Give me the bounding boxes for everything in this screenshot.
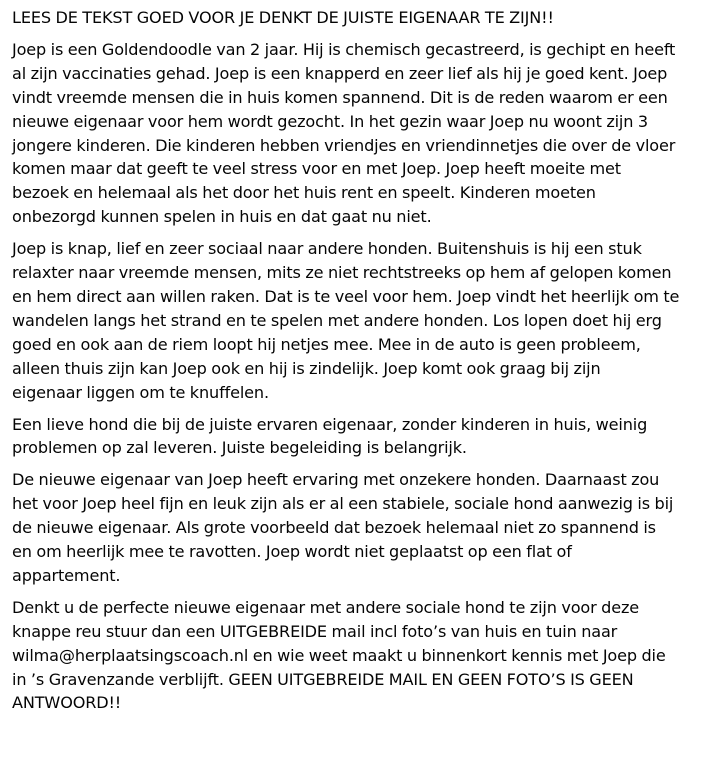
post-paragraph-requirements — [12, 468, 706, 588]
post-heading-paragraph — [12, 6, 706, 30]
post-paragraph-character — [12, 237, 706, 404]
text-line: al zijn vaccinaties gehad. Joep is een knapperd en zeer lief als hij je goed kent. Joep — [12, 63, 668, 83]
text-line: in ’s Gravenzande verblijft. GEEN UITGEBREIDE MAIL EN GEEN FOTO’S IS GEEN — [12, 669, 634, 689]
text-line: Een lieve hond die bij de juiste ervaren eigenaar, zonder kinderen in huis, weinig — [12, 414, 648, 434]
text-line: en om heerlijk mee te ravotten. Joep wordt niet geplaatst op een flat of — [12, 542, 572, 562]
text-line: Denkt u de perfecte nieuwe eigenaar met andere sociale hond te zijn voor deze — [12, 597, 640, 617]
text-line: het voor Joep heel fijn en leuk zijn als er al een stabiele, sociale hond aanwezig is bij — [12, 494, 674, 514]
post-paragraph-intro — [12, 38, 706, 229]
text-line: en hem direct aan willen raken. Dat is te veel voor hem. Joep vindt het heerlijk om te — [12, 286, 680, 306]
text-line: vindt vreemde mensen die in huis komen spannend. Dit is de reden waarom er een — [12, 87, 668, 107]
text-line: komen maar dat geeft te veel stress voor en met Joep. Joep heeft moeite met — [12, 159, 621, 179]
text-line: wandelen langs het strand en te spelen met andere honden. Los lopen doet hij erg — [12, 310, 662, 330]
post-paragraph-contact — [12, 596, 706, 716]
text-line: onbezorgd kunnen spelen in huis en dat gaat nu niet. — [12, 207, 432, 227]
text-line: ANTWOORD!! — [12, 693, 122, 713]
text-line: Joep is een Goldendoodle van 2 jaar. Hij is chemisch gecastreerd, is gechipt en heeft — [12, 39, 676, 59]
text-line: LEES DE TEKST GOED VOOR JE DENKT DE JUISTE EIGENAAR TE ZIJN!! — [12, 8, 554, 27]
text-line: relaxter naar vreemde mensen, mits ze niet rechtstreeks op hem af gelopen komen — [12, 263, 672, 283]
post-paragraph-summary — [12, 413, 706, 461]
text-line: eigenaar liggen om te knuffelen. — [12, 382, 269, 402]
text-line: problemen op zal leveren. Juiste begeleiding is belangrijk. — [12, 438, 467, 458]
text-line: de nieuwe eigenaar. Als grote voorbeeld dat bezoek helemaal niet zo spannend is — [12, 518, 656, 538]
text-line: goed en ook aan de riem loopt hij netjes mee. Mee in de auto is geen probleem, — [12, 334, 641, 354]
text-line: De nieuwe eigenaar van Joep heeft ervaring met onzekere honden. Daarnaast zou — [12, 470, 660, 490]
text-line: alleen thuis zijn kan Joep ook en hij is zindelijk. Joep komt ook graag bij zijn — [12, 358, 601, 378]
text-line: wilma@herplaatsingscoach.nl en wie weet maakt u binnenkort kennis met Joep die — [12, 645, 666, 665]
text-line: appartement. — [12, 565, 121, 585]
text-line: jongere kinderen. Die kinderen hebben vriendjes en vriendinnetjes die over de vloer — [12, 135, 676, 155]
text-line: nieuwe eigenaar voor hem wordt gezocht. In het gezin waar Joep nu woont zijn 3 — [12, 111, 648, 131]
text-line: bezoek en helemaal als het door het huis rent en speelt. Kinderen moeten — [12, 183, 596, 203]
text-line: Joep is knap, lief en zeer sociaal naar andere honden. Buitenshuis is hij een stuk — [12, 239, 642, 259]
text-line: knappe reu stuur dan een UITGEBREIDE mail incl foto’s van huis en tuin naar — [12, 621, 618, 641]
